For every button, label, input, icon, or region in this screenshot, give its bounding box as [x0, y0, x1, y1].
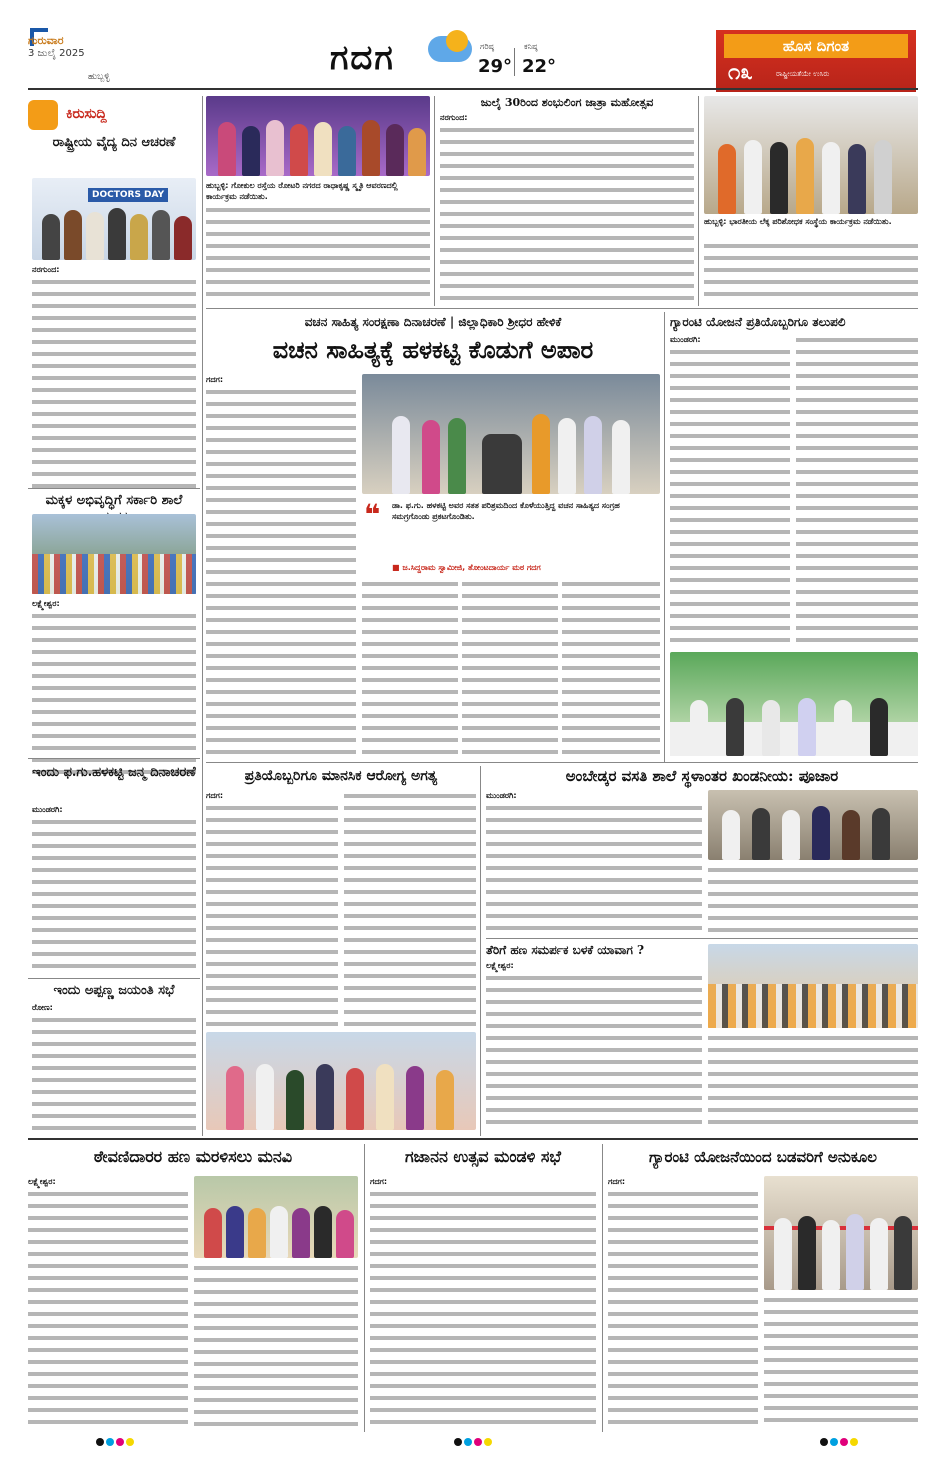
temp-min: 22° [522, 56, 557, 77]
temp-divider [514, 48, 515, 76]
masthead-rule [28, 88, 918, 90]
lead-quote-author: ■ ಜ.ಸಿದ್ದರಾಮ ಸ್ವಾಮೀಜಿ, ತೋಂಟದಾರ್ಯ ಮಠ ಗದಗ [392, 563, 541, 572]
bottom-story3-text-col1 [608, 1188, 758, 1428]
guarantee-text-col2 [796, 334, 918, 646]
ambedkar-text-col1 [486, 802, 702, 934]
mental-health-text-col2 [344, 790, 476, 1028]
brief-1-body [32, 264, 196, 276]
story3-text [704, 240, 918, 304]
guarantee-meeting-photo [670, 652, 918, 756]
brief-3-text [32, 816, 196, 972]
divider [28, 978, 200, 979]
divider [28, 1138, 918, 1140]
lead-quote: ಡಾ. ಫ.ಗು. ಹಳಕಟ್ಟಿ ಅವರ ಸತತ ಪರಿಶ್ರಮದಿಂದ ಕೊಳೆಯುತ್ತಿದ್ದ ವಚನ ಸಾಹಿತ್ಯದ ಸಂಗ್ರಹ ಸಮಗ್ರಗೊಂಡು ಪ್ರಕಟಗೊಂಡಿತು. [392, 501, 620, 521]
divider [206, 308, 918, 309]
brief-title-4: ಇಂದು ಅಪ್ಪಣ್ಣ ಜಯಂತಿ ಸಭೆ [53, 983, 175, 998]
school-photo [32, 514, 196, 594]
registration-mark [126, 1438, 134, 1446]
story2-dateline: ನರಗುಂದ: [440, 113, 468, 122]
lead-text-col1 [206, 386, 356, 756]
weather-widget [428, 30, 568, 80]
day-label: ಗುರುವಾರ [28, 34, 64, 47]
depositors-photo [194, 1176, 358, 1258]
registration-mark [106, 1438, 114, 1446]
column-divider [698, 96, 699, 306]
lead-text-col2 [362, 578, 458, 756]
edition-title: ಗದಗ [330, 38, 395, 78]
kirusuddi-label: ಕಿರುಸುದ್ದಿ [66, 106, 107, 122]
ambedkar-headline: ಅಂಬೇಡ್ಕರ ವಸತಿ ಶಾಲೆ ಸ್ಥಳಾಂತರ ಖಂಡನೀಯ: ಪೂಜಾರ [565, 767, 839, 785]
guarantee-text-col1 [670, 346, 790, 646]
bottom-story1-text-col2 [194, 1262, 358, 1428]
column-divider [364, 1144, 365, 1432]
divider [486, 938, 918, 939]
guarantee-body [670, 334, 790, 346]
date-box [28, 34, 148, 59]
tax-protest-photo [708, 944, 918, 1028]
tax-headline: ತೆರಿಗೆ ಹಣ ಸಮರ್ಪಕ ಬಳಕೆ ಯಾವಾಗ ? [486, 943, 645, 957]
lead-text-col4 [562, 578, 660, 756]
temp-max: 29° [478, 56, 513, 77]
page-number: ೧೩ [728, 60, 753, 85]
brief-2-dateline: ಲಕ್ಷ್ಮೇಶ್ವರ: [32, 599, 60, 608]
registration-mark [840, 1438, 848, 1446]
city-label: ಹುಬ್ಬಳ್ಳಿ [88, 72, 110, 82]
quote-mark-icon: ❝ [364, 498, 381, 531]
registration-mark [850, 1438, 858, 1446]
brief-title-3: ಇಂದು ಫ.ಗು.ಹಳಕಟ್ಟಿ ಜನ್ಮ ದಿನಾಚರಣೆ [32, 765, 196, 780]
column-divider [434, 96, 435, 306]
kirusuddi-logo [28, 100, 168, 130]
bottom-story1-body [28, 1176, 188, 1188]
brief-1-text [32, 276, 196, 496]
registration-mark [96, 1438, 104, 1446]
tax-body [486, 960, 702, 972]
mental-health-dateline: ಗದಗ: [206, 791, 224, 800]
divider [28, 758, 200, 759]
lead-kicker: ವಚನ ಸಾಹಿತ್ಯ ಸಂರಕ್ಷಣಾ ದಿನಾಚರಣೆ | ಜಿಲ್ಲಾಧಿಕಾರಿ ಶ್ರೀಧರ ಹೇಳಿಕೆ [304, 315, 562, 329]
mental-health-photo [206, 1032, 476, 1130]
brief-title-2: ಮಕ್ಕಳ ಅಭಿವೃದ್ಧಿಗೆ ಸರ್ಕಾರಿ ಶಾಲೆ [45, 493, 183, 508]
lead-photo [362, 374, 660, 494]
registration-mark [474, 1438, 482, 1446]
ca-institute-photo [704, 96, 918, 214]
registration-mark [464, 1438, 472, 1446]
tax-text-col1 [486, 972, 702, 1132]
bottom-story1-headline: ಠೇವಣಿದಾರರ ಹಣ ಮರಳಿಸಲು ಮನವಿ [93, 1147, 293, 1166]
story1-caption: ಹುಬ್ಬಳ್ಳಿ: ಗೋಕುಲ ರಸ್ತೆಯ ರೋಟರಿ ನಗರದ ರಾಧಾಕೃಷ್ಣ ಸ್ಮೃತಿ ಆವರಣದಲ್ಲಿ ಕಾರ್ಯಕ್ರಮ ನಡೆಯಿತು. [206, 181, 398, 201]
kirusuddi-column [28, 96, 200, 1136]
brand-tagline: ರಾಷ್ಟ್ರೀಯತೆಯೇ ಉಸಿರು [776, 70, 830, 78]
ambedkar-body [486, 790, 702, 802]
registration-mark [820, 1438, 828, 1446]
mental-health-body [206, 790, 338, 802]
story2-text [440, 124, 694, 304]
date-label: 3 ಜುಲೈ 2025 [28, 48, 85, 59]
masthead [0, 0, 945, 92]
ambedkar-text-col2 [708, 864, 918, 934]
bottom-story1-text-col1 [28, 1188, 188, 1428]
lead-text-col3 [462, 578, 558, 756]
bottom-story2-text [370, 1188, 596, 1428]
story2-body [440, 112, 694, 124]
brief-3-dateline: ಮುಂಡರಗಿ: [32, 805, 63, 814]
ambedkar-protest-photo [708, 790, 918, 860]
lead-headline: ವಚನ ಸಾಹಿತ್ಯಕ್ಕೆ ಹಳಕಟ್ಟಿ ಕೊಡುಗೆ ಅಪಾರ [272, 335, 594, 364]
guarantee-dateline: ಮುಂಡರಗಿ: [670, 335, 701, 344]
registration-mark [830, 1438, 838, 1446]
bottom-story3-body [608, 1176, 758, 1188]
brief-title-1: ರಾಷ್ಟ್ರೀಯ ವೈದ್ಯ ದಿನ ಆಚರಣೆ [52, 135, 176, 150]
bottom-story1-dateline: ಲಕ್ಷ್ಮೇಶ್ವರ: [28, 1177, 56, 1186]
divider [28, 488, 200, 489]
sun-icon [446, 30, 468, 52]
temp-max-label: ಗರಿಷ್ಠ [480, 42, 494, 51]
column-divider [480, 766, 481, 1136]
divider [206, 762, 918, 763]
brief-4-body [32, 1002, 196, 1014]
column-divider [664, 312, 665, 762]
tax-dateline: ಲಕ್ಷ್ಮೇಶ್ವರ: [486, 961, 514, 970]
story1-text [206, 204, 430, 302]
bottom-story3-dateline: ಗದಗ: [608, 1177, 626, 1186]
bottom-story2-dateline: ಗದಗ: [370, 1177, 388, 1186]
brief-2-body [32, 598, 196, 610]
brief-4-text [32, 1014, 196, 1130]
bottom-story3-text-col2 [764, 1294, 918, 1428]
mental-health-headline: ಪ್ರತಿಯೊಬ್ಬರಿಗೂ ಮಾನಸಿಕ ಆರೋಗ್ಯ ಅಗತ್ಯ [244, 768, 438, 784]
temp-min-label: ಕನಿಷ್ಠ [524, 42, 538, 51]
brand-name: ಹೊಸ ದಿಗಂತ [724, 34, 908, 58]
column-divider [602, 1144, 603, 1432]
registration-mark [484, 1438, 492, 1446]
brief-4-dateline: ರೋಣ: [32, 1003, 53, 1012]
brief-2-text [32, 610, 196, 774]
doctors-day-banner: DOCTORS DAY [88, 188, 168, 202]
tax-text-col2 [708, 1032, 918, 1132]
award-ceremony-photo [206, 96, 430, 176]
story2-headline: ಜುಲೈ 30ರಿಂದ ಶಂಭುಲಿಂಗ ಜಾತ್ರಾ ಮಹೋತ್ಸವ [480, 96, 654, 109]
mental-health-text-col1 [206, 802, 338, 1028]
pointing-hand-icon [28, 100, 58, 130]
bottom-story3-headline: ಗ್ಯಾರಂಟಿ ಯೋಜನೆಯಿಂದ ಬಡವರಿಗೆ ಅನುಕೂಲ [649, 1148, 877, 1166]
lead-dateline: ಗದಗ: [206, 375, 224, 384]
ribbon-cutting-photo [764, 1176, 918, 1290]
brief-3-body [32, 804, 196, 816]
bottom-story2-headline: ಗಜಾನನ ಉತ್ಸವ ಮಂಡಳಿ ಸಭೆ [405, 1147, 561, 1166]
bottom-story2-body [370, 1176, 596, 1188]
guarantee-headline: ಗ್ಯಾರಂಟಿ ಯೋಜನೆ ಪ್ರತಿಯೊಬ್ಬರಿಗೂ ತಲುಪಲಿ [670, 315, 846, 329]
brand-logo [716, 30, 916, 92]
doctors-day-photo [32, 178, 196, 260]
column-divider [202, 96, 203, 1136]
story3-caption: ಹುಬ್ಬಳ್ಳಿ: ಭಾರತೀಯ ಲೆಕ್ಕ ಪರಿಶೋಧಕ ಸಂಸ್ಥೆಯ ಕಾರ್ಯಕ್ರಮ ನಡೆಯಿತು. [704, 217, 892, 226]
brief-1-dateline: ನರಗುಂದ: [32, 265, 60, 274]
ambedkar-dateline: ಮುಂಡರಗಿ: [486, 791, 517, 800]
lead-body [206, 374, 356, 386]
registration-mark [116, 1438, 124, 1446]
registration-mark [454, 1438, 462, 1446]
